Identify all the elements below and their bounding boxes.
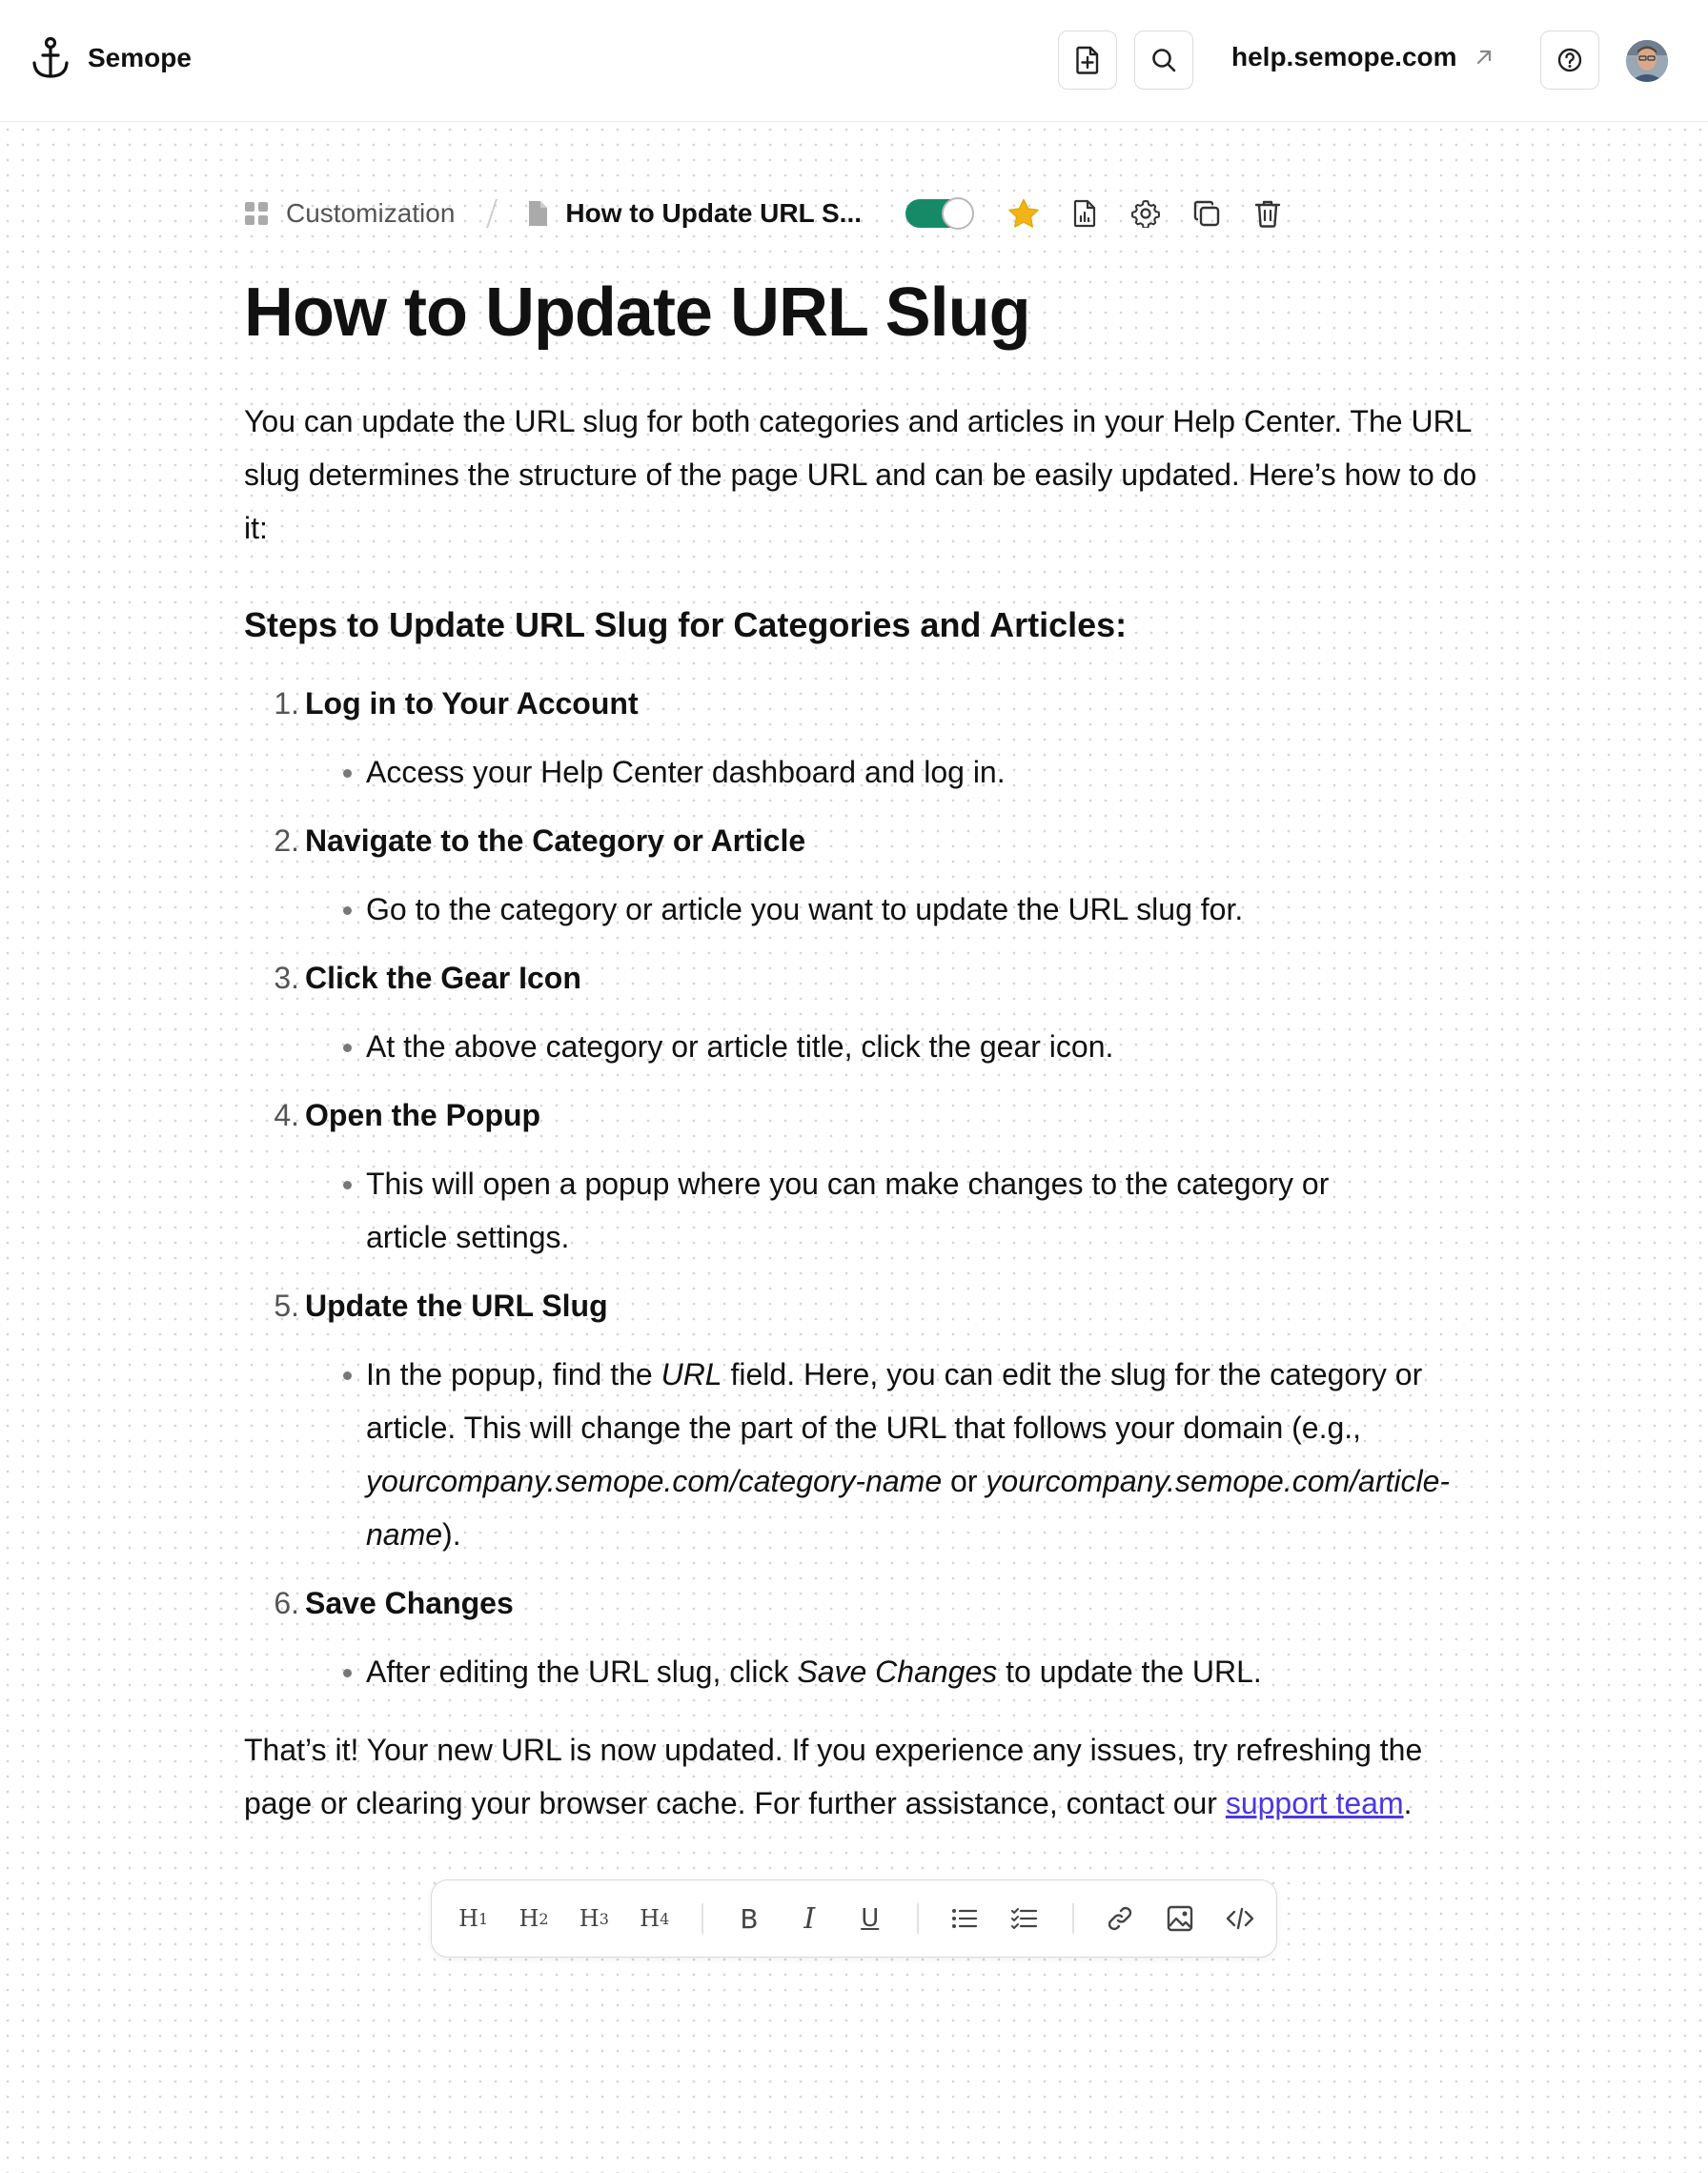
step-bullet[interactable] bbox=[366, 1645, 1483, 1698]
help-icon bbox=[1556, 47, 1583, 73]
heading-2-button[interactable] bbox=[509, 1894, 558, 1943]
breadcrumb-category-label: Customization bbox=[286, 198, 456, 228]
step-title[interactable]: Log in to Your Account bbox=[305, 686, 639, 721]
search-button[interactable] bbox=[1134, 30, 1193, 90]
heading-level: 3 bbox=[599, 1909, 609, 1928]
step-bullet[interactable]: This will open a popup where you can make changes to the category or article settings. bbox=[366, 1157, 1376, 1264]
step-bullets bbox=[305, 745, 1483, 799]
bold-icon: B bbox=[740, 1902, 759, 1935]
help-center-domain-link[interactable] bbox=[1231, 42, 1494, 72]
step-number: 3. bbox=[274, 961, 299, 995]
heading-1-button[interactable] bbox=[449, 1894, 498, 1943]
step-title[interactable]: Save Changes bbox=[305, 1586, 514, 1620]
bullet-text: field. Here, you can edit the slug for the category or article. This will change the part of the URL that follows your domain (e.g., bbox=[366, 1357, 1423, 1445]
code-button[interactable] bbox=[1216, 1894, 1265, 1943]
analytics-button[interactable] bbox=[1066, 194, 1104, 233]
image-icon bbox=[1167, 1905, 1193, 1932]
step-bullets bbox=[305, 1348, 1483, 1561]
breadcrumb-category[interactable] bbox=[244, 198, 455, 229]
article-title[interactable]: How to Update URL Slug bbox=[244, 274, 1030, 351]
heading-letter: H bbox=[640, 1905, 661, 1932]
bullet-text: After editing the URL slug, click bbox=[366, 1655, 798, 1689]
bullet-list-button[interactable] bbox=[940, 1894, 988, 1943]
underline-icon: U bbox=[861, 1904, 880, 1933]
underline-button[interactable] bbox=[845, 1894, 894, 1943]
step-bullets bbox=[305, 1020, 1483, 1073]
gear-icon bbox=[1131, 199, 1160, 228]
bullet-text: ). bbox=[442, 1517, 461, 1552]
domain-text: help.semope.com bbox=[1231, 42, 1457, 71]
bullet-list-icon bbox=[951, 1907, 978, 1930]
breadcrumb-article-label: How to Update URL S... bbox=[565, 198, 863, 228]
heading-letter: H bbox=[579, 1905, 600, 1932]
step-item bbox=[244, 677, 1483, 799]
heading-letter: H bbox=[518, 1905, 539, 1932]
heading-level: 1 bbox=[478, 1909, 489, 1928]
heading-level: 2 bbox=[539, 1909, 549, 1928]
link-button[interactable] bbox=[1095, 1894, 1144, 1943]
bullet-italic: URL bbox=[661, 1357, 722, 1391]
steps-heading[interactable]: Steps to Update URL Slug for Categories and Articles: bbox=[244, 605, 1128, 644]
article-toolbar bbox=[244, 194, 1287, 233]
support-team-link[interactable]: support team bbox=[1225, 1786, 1404, 1820]
heading-3-button[interactable] bbox=[570, 1894, 619, 1943]
steps-list bbox=[244, 677, 1483, 1698]
step-bullet[interactable] bbox=[366, 1348, 1462, 1561]
file-chart-icon bbox=[1073, 199, 1096, 228]
trash-icon bbox=[1254, 199, 1281, 228]
bold-button[interactable] bbox=[724, 1894, 773, 1943]
bullet-text: to update the URL. bbox=[997, 1655, 1262, 1689]
image-button[interactable] bbox=[1155, 1894, 1204, 1943]
duplicate-button[interactable] bbox=[1188, 194, 1226, 233]
outro-end: . bbox=[1403, 1786, 1413, 1820]
step-bullet[interactable]: Go to the category or article you want to update the URL slug for. bbox=[366, 883, 1483, 936]
heading-letter: H bbox=[458, 1905, 479, 1932]
search-icon bbox=[1150, 47, 1177, 73]
step-bullets bbox=[305, 1157, 1483, 1264]
heading-4-button[interactable] bbox=[630, 1894, 679, 1943]
intro-paragraph[interactable]: You can update the URL slug for both categories and articles in your Help Center. The URL slug determines the structure of the page URL and can be easily updated. Here’s how to do it: bbox=[244, 404, 1477, 545]
italic-button[interactable] bbox=[785, 1894, 834, 1943]
step-item bbox=[244, 1279, 1483, 1561]
bullet-italic: yourcompany.semope.com/category-name bbox=[366, 1464, 943, 1498]
step-bullet[interactable]: At the above category or article title, click the gear icon. bbox=[366, 1020, 1483, 1073]
step-bullets bbox=[305, 883, 1483, 936]
step-number: 5. bbox=[274, 1289, 299, 1323]
bullet-text: or bbox=[942, 1464, 986, 1498]
step-number: 1. bbox=[274, 686, 299, 721]
outro-paragraph[interactable] bbox=[244, 1723, 1474, 1830]
step-number: 6. bbox=[274, 1586, 299, 1620]
bullet-italic: yourcompany.semope.com/​article-name bbox=[366, 1464, 1451, 1552]
format-toolbar bbox=[431, 1879, 1277, 1958]
step-title[interactable]: Update the URL Slug bbox=[305, 1289, 608, 1323]
favorite-button[interactable] bbox=[1005, 194, 1043, 233]
delete-button[interactable] bbox=[1249, 194, 1287, 233]
document-icon bbox=[527, 200, 548, 227]
bullet-text: In the popup, find the bbox=[366, 1357, 661, 1391]
link-icon bbox=[1107, 1905, 1133, 1932]
settings-button[interactable] bbox=[1127, 194, 1165, 233]
bullet-italic: Save Changes bbox=[797, 1655, 998, 1689]
breadcrumb-separator bbox=[487, 199, 498, 228]
step-title[interactable]: Click the Gear Icon bbox=[305, 961, 581, 995]
anchor-logo-icon bbox=[30, 36, 71, 80]
step-item bbox=[244, 1576, 1483, 1698]
step-title[interactable]: Navigate to the Category or Article bbox=[305, 823, 806, 858]
new-page-button[interactable] bbox=[1058, 30, 1117, 90]
heading-level: 4 bbox=[660, 1909, 670, 1928]
step-bullet[interactable]: Access your Help Center dashboard and log in. bbox=[366, 745, 1483, 799]
star-icon bbox=[1007, 198, 1040, 229]
step-number: 4. bbox=[274, 1098, 299, 1132]
help-button[interactable] bbox=[1540, 30, 1599, 90]
breadcrumb-article[interactable] bbox=[527, 198, 862, 229]
step-number: 2. bbox=[274, 823, 299, 858]
step-title[interactable]: Open the Popup bbox=[305, 1098, 541, 1132]
brand[interactable] bbox=[30, 36, 192, 80]
top-header bbox=[0, 0, 1708, 122]
article-editor[interactable] bbox=[244, 267, 1483, 1830]
toolbar-divider bbox=[917, 1903, 919, 1934]
toolbar-divider bbox=[1072, 1903, 1074, 1934]
checklist-icon bbox=[1011, 1907, 1038, 1930]
copy-icon bbox=[1192, 199, 1221, 228]
brand-name: Semope bbox=[88, 43, 192, 72]
step-bullets bbox=[305, 1645, 1483, 1698]
step-item bbox=[244, 814, 1483, 936]
checklist-button[interactable] bbox=[1001, 1894, 1049, 1943]
grid-icon bbox=[244, 201, 269, 226]
publish-toggle[interactable] bbox=[905, 199, 972, 228]
toolbar-divider bbox=[702, 1903, 703, 1934]
step-item bbox=[244, 951, 1483, 1073]
code-icon bbox=[1226, 1906, 1254, 1931]
new-page-icon bbox=[1074, 46, 1101, 74]
italic-icon: I bbox=[803, 1901, 816, 1936]
step-item bbox=[244, 1088, 1483, 1264]
toggle-knob bbox=[942, 197, 974, 230]
outro-text: That’s it! Your new URL is now updated. If you experience any issues, try refreshing the page or clearing your browser cache. For further assistance, contact our bbox=[244, 1733, 1423, 1820]
user-avatar[interactable] bbox=[1626, 40, 1668, 82]
external-link-icon bbox=[1474, 48, 1494, 67]
